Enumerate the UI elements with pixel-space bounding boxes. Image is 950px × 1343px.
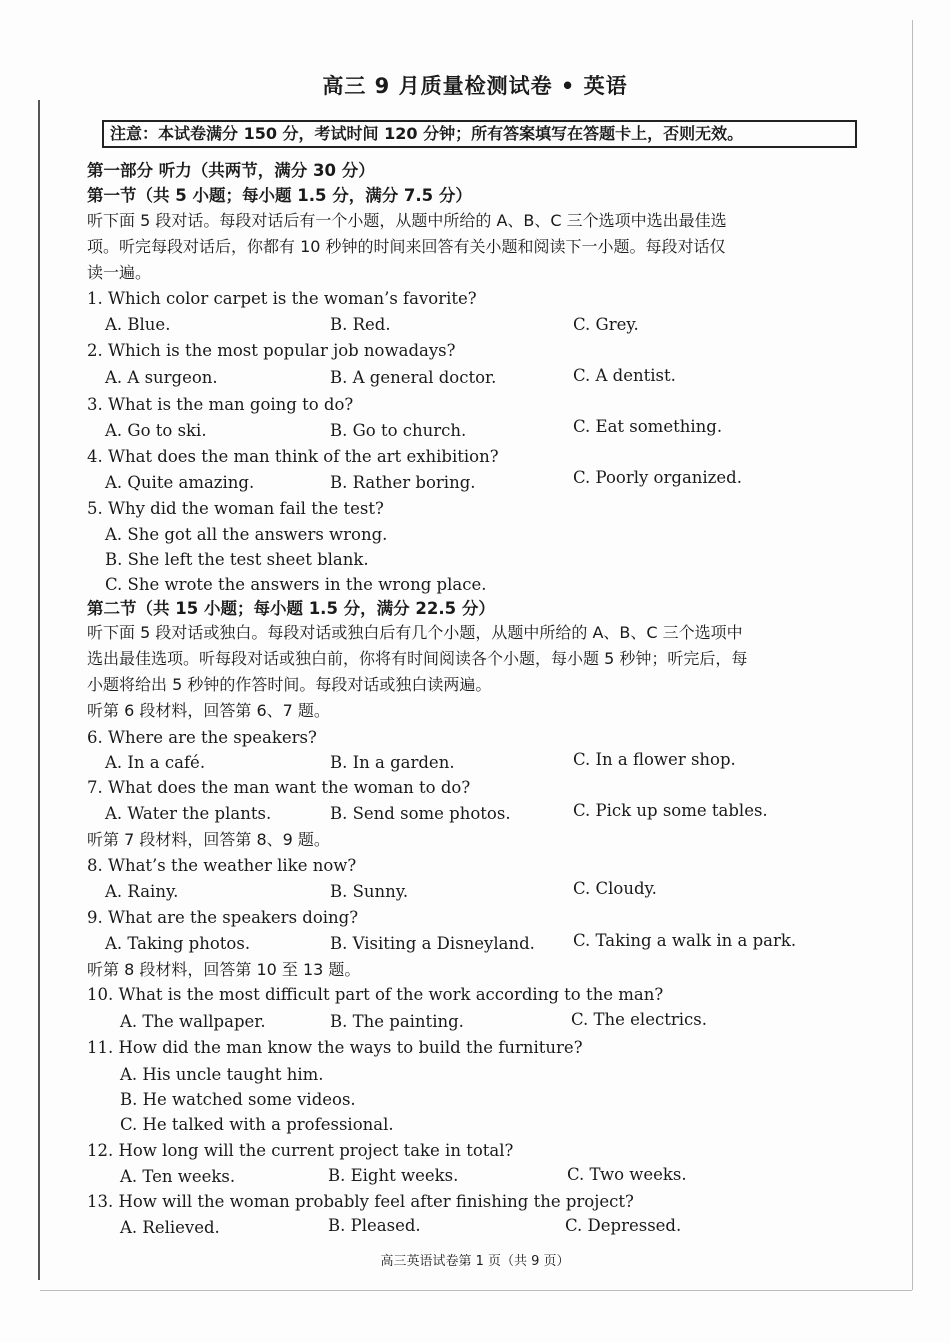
option-b: B. In a garden. bbox=[330, 753, 455, 772]
section1-instructions-line: 项。听完每段对话后，你都有 10 秒钟的时间来回答有关小题和阅读下一小题。每段对话仅 bbox=[87, 237, 726, 256]
section2-instructions-line: 小题将给出 5 秒钟的作答时间。每段对话或独白读两遍。 bbox=[87, 675, 492, 694]
page-bottom-border bbox=[40, 1290, 912, 1291]
option-b: B. Visiting a Disneyland. bbox=[330, 934, 535, 953]
material-note: 听第 7 段材料，回答第 8、9 题。 bbox=[87, 830, 330, 849]
option-b: B. Rather boring. bbox=[330, 473, 476, 492]
question-stem: 2. Which is the most popular job nowadays? bbox=[87, 341, 456, 360]
option-a: A. Rainy. bbox=[105, 882, 179, 901]
option-a: A. Relieved. bbox=[120, 1218, 220, 1237]
option-c: C. In a flower shop. bbox=[573, 750, 736, 769]
option-c: C. Grey. bbox=[573, 315, 639, 334]
page-footer: 高三英语试卷第 1 页（共 9 页） bbox=[380, 1254, 570, 1269]
material-note: 听第 6 段材料，回答第 6、7 题。 bbox=[87, 701, 330, 720]
section1-instructions-line: 听下面 5 段对话。每段对话后有一个小题，从题中所给的 A、B、C 三个选项中选出最佳选 bbox=[87, 211, 727, 230]
option-a: A. She got all the answers wrong. bbox=[105, 525, 388, 544]
option-a: A. Taking photos. bbox=[105, 934, 251, 953]
option-a: A. Quite amazing. bbox=[105, 473, 255, 492]
material-note: 听第 8 段材料，回答第 10 至 13 题。 bbox=[87, 960, 361, 979]
option-a: A. A surgeon. bbox=[105, 368, 218, 387]
question-stem: 3. What is the man going to do? bbox=[87, 395, 354, 414]
section2-instructions-line: 选出最佳选项。听每段对话或独白前，你将有时间阅读各个小题，每小题 5 秒钟；听完后，每 bbox=[87, 649, 748, 668]
option-a: A. Ten weeks. bbox=[120, 1167, 236, 1186]
option-c: C. Depressed. bbox=[565, 1216, 682, 1235]
option-c: C. Pick up some tables. bbox=[573, 801, 768, 820]
option-b: B. She left the test sheet blank. bbox=[105, 550, 369, 569]
question-stem: 10. What is the most difficult part of the work according to the man? bbox=[87, 985, 664, 1004]
question-stem: 8. What’s the weather like now? bbox=[87, 856, 357, 875]
option-c: C. Eat something. bbox=[573, 417, 723, 436]
section1-heading: 第一节（共 5 小题；每小题 1.5 分，满分 7.5 分） bbox=[87, 186, 472, 205]
section2-instructions-line: 听下面 5 段对话或独白。每段对话或独白后有几个小题，从题中所给的 A、B、C 三个选项中 bbox=[87, 623, 743, 642]
option-c: C. Two weeks. bbox=[567, 1165, 687, 1184]
option-c: C. A dentist. bbox=[573, 366, 676, 385]
page-title: 高三 9 月质量检测试卷 • 英语 bbox=[322, 74, 628, 98]
question-stem: 11. How did the man know the ways to build the furniture? bbox=[87, 1038, 583, 1057]
option-b: B. The painting. bbox=[330, 1012, 464, 1031]
option-b: B. Go to church. bbox=[330, 421, 467, 440]
part1-heading: 第一部分 听力（共两节，满分 30 分） bbox=[87, 161, 375, 180]
option-c: C. The electrics. bbox=[571, 1010, 707, 1029]
option-b: B. Eight weeks. bbox=[328, 1166, 459, 1185]
option-a: A. His uncle taught him. bbox=[120, 1065, 324, 1084]
section2-heading: 第二节（共 15 小题；每小题 1.5 分，满分 22.5 分） bbox=[87, 599, 495, 618]
option-a: A. Blue. bbox=[105, 315, 171, 334]
question-stem: 5. Why did the woman fail the test? bbox=[87, 499, 384, 518]
page-right-border bbox=[912, 20, 913, 1290]
option-b: B. Send some photos. bbox=[330, 804, 511, 823]
question-stem: 12. How long will the current project take in total? bbox=[87, 1141, 514, 1160]
option-b: B. Pleased. bbox=[328, 1216, 421, 1235]
option-a: A. The wallpaper. bbox=[120, 1012, 266, 1031]
option-c: C. Poorly organized. bbox=[573, 468, 742, 487]
option-c: C. Taking a walk in a park. bbox=[573, 931, 797, 950]
option-b: B. Red. bbox=[330, 315, 391, 334]
question-stem: 9. What are the speakers doing? bbox=[87, 908, 359, 927]
option-c: C. Cloudy. bbox=[573, 879, 657, 898]
option-a: A. Go to ski. bbox=[105, 421, 207, 440]
option-b: B. A general doctor. bbox=[330, 368, 497, 387]
option-c: C. She wrote the answers in the wrong place. bbox=[105, 575, 487, 594]
page-left-border bbox=[38, 100, 40, 1280]
question-stem: 7. What does the man want the woman to do? bbox=[87, 778, 471, 797]
option-a: A. Water the plants. bbox=[105, 804, 272, 823]
question-stem: 1. Which color carpet is the woman’s favorite? bbox=[87, 289, 477, 308]
option-a: A. In a café. bbox=[105, 753, 206, 772]
section1-instructions-line: 读一遍。 bbox=[87, 263, 152, 282]
question-stem: 13. How will the woman probably feel after finishing the project? bbox=[87, 1192, 634, 1211]
notice-box: 注意：本试卷满分 150 分，考试时间 120 分钟；所有答案填写在答题卡上，否则无效。 bbox=[102, 120, 857, 148]
option-b: B. Sunny. bbox=[330, 882, 409, 901]
question-stem: 4. What does the man think of the art exhibition? bbox=[87, 447, 499, 466]
option-c: C. He talked with a professional. bbox=[120, 1115, 394, 1134]
question-stem: 6. Where are the speakers? bbox=[87, 728, 317, 747]
option-b: B. He watched some videos. bbox=[120, 1090, 356, 1109]
